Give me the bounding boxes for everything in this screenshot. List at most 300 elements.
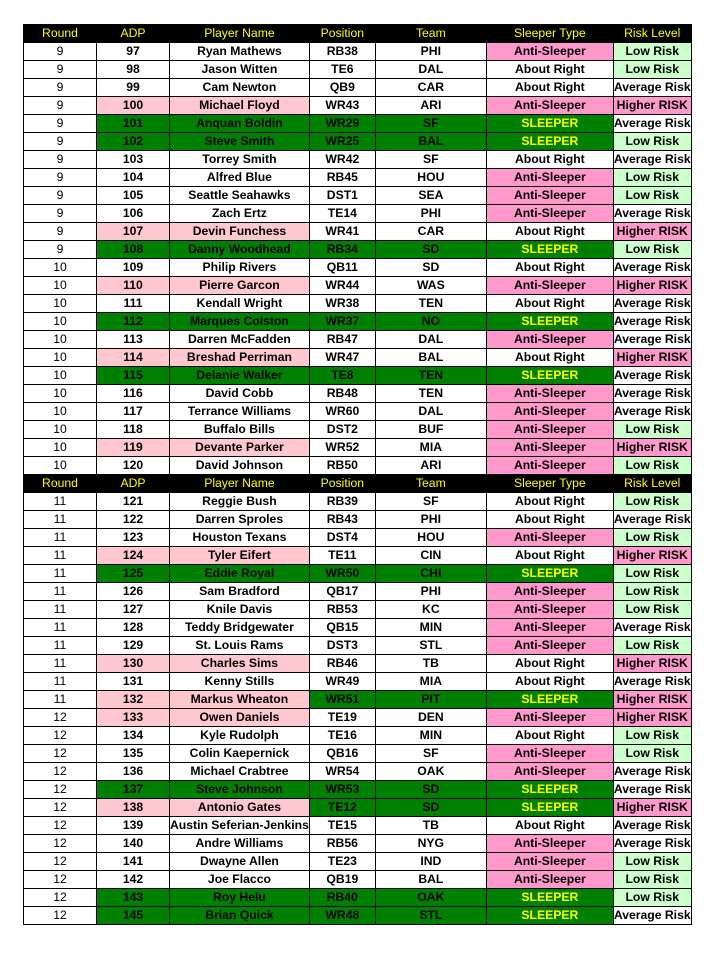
sleeper-type-cell: Anti-Sleeper (486, 403, 613, 421)
round-cell: 12 (24, 709, 97, 727)
adp-cell: 123 (97, 529, 170, 547)
round-cell: 12 (24, 763, 97, 781)
round-cell: 12 (24, 853, 97, 871)
table-row (24, 349, 692, 367)
team-cell: OAK (375, 763, 486, 781)
team-cell: MIA (375, 439, 486, 457)
risk-level-cell: Higher RISK (613, 709, 691, 727)
table-row (24, 763, 692, 781)
risk-level-cell: Average Risk (613, 403, 691, 421)
adp-cell: 142 (97, 871, 170, 889)
risk-level-cell: Low Risk (613, 745, 691, 763)
sleeper-type-cell: Anti-Sleeper (486, 529, 613, 547)
round-cell: 12 (24, 781, 97, 799)
sleeper-type-cell: SLEEPER (486, 889, 613, 907)
table-row (24, 169, 692, 187)
risk-level-cell: Low Risk (613, 169, 691, 187)
risk-level-cell: Higher RISK (613, 349, 691, 367)
sleeper-type-cell: SLEEPER (486, 691, 613, 709)
player-name-cell: Steve Smith (170, 133, 310, 151)
table-row (24, 295, 692, 313)
position-cell: TE15 (309, 817, 375, 835)
risk-level-cell: Low Risk (613, 457, 691, 475)
round-cell: 11 (24, 529, 97, 547)
sleeper-type-cell: Anti-Sleeper (486, 97, 613, 115)
position-cell: WR37 (309, 313, 375, 331)
adp-cell: 138 (97, 799, 170, 817)
header-sleeper-type: Sleeper Type (486, 25, 613, 43)
team-cell: PHI (375, 205, 486, 223)
team-cell: BAL (375, 133, 486, 151)
player-name-cell: Eddie Royal (170, 565, 310, 583)
risk-level-cell: Average Risk (613, 295, 691, 313)
round-cell: 11 (24, 547, 97, 565)
adp-cell: 114 (97, 349, 170, 367)
round-cell: 11 (24, 601, 97, 619)
sleeper-type-cell: SLEEPER (486, 367, 613, 385)
risk-level-cell: Higher RISK (613, 277, 691, 295)
sleeper-type-cell: About Right (486, 223, 613, 241)
adp-cell: 115 (97, 367, 170, 385)
player-name-cell: Breshad Perriman (170, 349, 310, 367)
risk-level-cell: Higher RISK (613, 223, 691, 241)
player-name-cell: Pierre Garcon (170, 277, 310, 295)
risk-level-cell: Low Risk (613, 853, 691, 871)
table-row (24, 43, 692, 61)
sleeper-type-cell: Anti-Sleeper (486, 835, 613, 853)
team-cell: DAL (375, 61, 486, 79)
risk-level-cell: Low Risk (613, 601, 691, 619)
adp-cell: 136 (97, 763, 170, 781)
player-name-cell: Brian Quick (170, 907, 310, 925)
sleeper-type-cell: SLEEPER (486, 799, 613, 817)
risk-level-cell: Low Risk (613, 871, 691, 889)
position-cell: WR53 (309, 781, 375, 799)
adp-cell: 107 (97, 223, 170, 241)
team-cell: TEN (375, 385, 486, 403)
table-row (24, 601, 692, 619)
sleeper-type-cell: Anti-Sleeper (486, 619, 613, 637)
sleeper-type-cell: Anti-Sleeper (486, 853, 613, 871)
player-name-cell: David Cobb (170, 385, 310, 403)
round-cell: 11 (24, 637, 97, 655)
team-cell: SD (375, 259, 486, 277)
round-cell: 10 (24, 421, 97, 439)
adp-cell: 104 (97, 169, 170, 187)
team-cell: ARI (375, 97, 486, 115)
header-position: Position (309, 25, 375, 43)
player-name-cell: Marques Colston (170, 313, 310, 331)
player-name-cell: Devin Funchess (170, 223, 310, 241)
adp-cell: 103 (97, 151, 170, 169)
table-row (24, 907, 692, 925)
team-cell: BAL (375, 349, 486, 367)
risk-level-cell: Average Risk (613, 817, 691, 835)
position-cell: DST4 (309, 529, 375, 547)
player-name-cell: Kendall Wright (170, 295, 310, 313)
sleeper-type-cell: About Right (486, 493, 613, 511)
sleeper-type-cell: About Right (486, 349, 613, 367)
team-cell: KC (375, 601, 486, 619)
risk-level-cell: Average Risk (613, 313, 691, 331)
player-name-cell: Philip Rivers (170, 259, 310, 277)
table-row (24, 367, 692, 385)
sleeper-type-cell: Anti-Sleeper (486, 583, 613, 601)
table-row (24, 313, 692, 331)
table-row (24, 79, 692, 97)
position-cell: QB15 (309, 619, 375, 637)
team-cell: BAL (375, 871, 486, 889)
team-cell: SD (375, 799, 486, 817)
adp-cell: 98 (97, 61, 170, 79)
adp-header: ADP (97, 475, 170, 493)
team-cell: SF (375, 115, 486, 133)
table-row (24, 205, 692, 223)
risk-level-cell: Low Risk (613, 241, 691, 259)
adp-cell: 131 (97, 673, 170, 691)
adp-cell: 143 (97, 889, 170, 907)
table-row (24, 457, 692, 475)
sleeper-type-cell: About Right (486, 295, 613, 313)
round-cell: 9 (24, 115, 97, 133)
header-risk-level: Risk Level (613, 25, 691, 43)
table-row (24, 673, 692, 691)
position-cell: RB50 (309, 457, 375, 475)
round-cell: 11 (24, 511, 97, 529)
position-cell: RB56 (309, 835, 375, 853)
adp-cell: 132 (97, 691, 170, 709)
table-row (24, 259, 692, 277)
table-row (24, 727, 692, 745)
adp-cell: 97 (97, 43, 170, 61)
adp-cell: 140 (97, 835, 170, 853)
sleeper-type-cell: SLEEPER (486, 781, 613, 799)
position-cell: DST2 (309, 421, 375, 439)
risk-level-cell: Low Risk (613, 421, 691, 439)
adp-cell: 102 (97, 133, 170, 151)
position-cell: RB48 (309, 385, 375, 403)
sleeper-type-cell: Anti-Sleeper (486, 439, 613, 457)
table-row (24, 853, 692, 871)
risk-level-cell: Low Risk (613, 61, 691, 79)
risk-level-cell: Average Risk (613, 673, 691, 691)
risk-level-cell: Low Risk (613, 133, 691, 151)
risk-level-cell: Higher RISK (613, 547, 691, 565)
position-cell: RB43 (309, 511, 375, 529)
adp-cell: 99 (97, 79, 170, 97)
round-cell: 10 (24, 349, 97, 367)
player-name-cell: Tyler Eifert (170, 547, 310, 565)
player-name-cell: Colin Kaepernick (170, 745, 310, 763)
position-cell: WR48 (309, 907, 375, 925)
table-row (24, 385, 692, 403)
adp-cell: 129 (97, 637, 170, 655)
table-row (24, 529, 692, 547)
position-cell: TE23 (309, 853, 375, 871)
team-header: Team (375, 475, 486, 493)
adp-cell: 139 (97, 817, 170, 835)
table-row (24, 817, 692, 835)
table-row (24, 403, 692, 421)
sleeper-type-cell: SLEEPER (486, 241, 613, 259)
table-row (24, 691, 692, 709)
player-name-cell: Kenny Stills (170, 673, 310, 691)
adp-cell: 108 (97, 241, 170, 259)
position-cell: RB45 (309, 169, 375, 187)
risk-level-cell: Average Risk (613, 115, 691, 133)
risk-level-cell: Low Risk (613, 529, 691, 547)
adp-cell: 119 (97, 439, 170, 457)
player-name-cell: David Johnson (170, 457, 310, 475)
header-row (24, 475, 692, 493)
player-name-cell: Darren McFadden (170, 331, 310, 349)
player-name-cell: Jason Witten (170, 61, 310, 79)
risk-level-cell: Average Risk (613, 763, 691, 781)
position-cell: WR42 (309, 151, 375, 169)
team-cell: CAR (375, 223, 486, 241)
round-cell: 9 (24, 241, 97, 259)
player-name-cell: Knile Davis (170, 601, 310, 619)
player-name-cell: Roy Helu (170, 889, 310, 907)
round-cell: 9 (24, 187, 97, 205)
position-cell: RB39 (309, 493, 375, 511)
sleeper-type-cell: Anti-Sleeper (486, 457, 613, 475)
team-cell: DEN (375, 709, 486, 727)
position-cell: WR41 (309, 223, 375, 241)
round-cell: 9 (24, 79, 97, 97)
risk-level-cell: Low Risk (613, 493, 691, 511)
sleeper-type-cell: About Right (486, 727, 613, 745)
position-cell: QB19 (309, 871, 375, 889)
player-name-cell: Steve Johnson (170, 781, 310, 799)
round-cell: 12 (24, 799, 97, 817)
round-cell: 9 (24, 97, 97, 115)
position-cell: QB17 (309, 583, 375, 601)
risk-level-cell: Average Risk (613, 511, 691, 529)
player-name-cell: Delanie Walker (170, 367, 310, 385)
player-name-cell: Zach Ertz (170, 205, 310, 223)
round-cell: 11 (24, 583, 97, 601)
adp-cell: 110 (97, 277, 170, 295)
team-cell: CHI (375, 565, 486, 583)
team-cell: DAL (375, 403, 486, 421)
player-name-cell: Ryan Mathews (170, 43, 310, 61)
position-cell: WR54 (309, 763, 375, 781)
adp-cell: 125 (97, 565, 170, 583)
table-row (24, 331, 692, 349)
player-name-cell: Cam Newton (170, 79, 310, 97)
round-cell: 9 (24, 169, 97, 187)
risk-level-cell: Average Risk (613, 907, 691, 925)
position-cell: WR51 (309, 691, 375, 709)
table-row (24, 709, 692, 727)
team-cell: SEA (375, 187, 486, 205)
risk-level-cell: Average Risk (613, 79, 691, 97)
sleeper-type-cell: SLEEPER (486, 907, 613, 925)
team-cell: PIT (375, 691, 486, 709)
round-cell: 12 (24, 745, 97, 763)
header-team: Team (375, 25, 486, 43)
table-row (24, 241, 692, 259)
table-row (24, 637, 692, 655)
risk-level-cell: Higher RISK (613, 97, 691, 115)
adp-cell: 141 (97, 853, 170, 871)
team-cell: SF (375, 493, 486, 511)
sleeper-type-cell: About Right (486, 511, 613, 529)
sleeper-type-cell: About Right (486, 655, 613, 673)
round-header: Round (24, 475, 97, 493)
risk-level-cell: Average Risk (613, 781, 691, 799)
player-name-cell: Anquan Boldin (170, 115, 310, 133)
adp-cell: 126 (97, 583, 170, 601)
round-cell: 10 (24, 295, 97, 313)
adp-cell: 135 (97, 745, 170, 763)
round-cell: 10 (24, 457, 97, 475)
team-cell: TEN (375, 367, 486, 385)
player-name-cell: Dwayne Allen (170, 853, 310, 871)
position-cell: WR52 (309, 439, 375, 457)
sleeper-type-cell: Anti-Sleeper (486, 763, 613, 781)
adp-cell: 127 (97, 601, 170, 619)
team-cell: IND (375, 853, 486, 871)
sleeper-type-cell: Anti-Sleeper (486, 169, 613, 187)
position-cell: WR38 (309, 295, 375, 313)
player-name-cell: Andre Williams (170, 835, 310, 853)
sleeper-type-cell: About Right (486, 61, 613, 79)
team-cell: PHI (375, 511, 486, 529)
team-cell: MIN (375, 727, 486, 745)
round-cell: 11 (24, 493, 97, 511)
position-cell: TE14 (309, 205, 375, 223)
position-cell: RB34 (309, 241, 375, 259)
risk-level-cell: Average Risk (613, 331, 691, 349)
header-round: Round (24, 25, 97, 43)
player-name-cell: Houston Texans (170, 529, 310, 547)
player-name-cell: Terrance Williams (170, 403, 310, 421)
risk-level-cell: Higher RISK (613, 799, 691, 817)
position-cell: TE19 (309, 709, 375, 727)
adp-cell: 137 (97, 781, 170, 799)
player-name-cell: Markus Wheaton (170, 691, 310, 709)
player-name-cell: Seattle Seahawks (170, 187, 310, 205)
player-name-cell: Danny Woodhead (170, 241, 310, 259)
risk-level-cell: Low Risk (613, 889, 691, 907)
sleeper-type-cell: SLEEPER (486, 133, 613, 151)
table-row (24, 133, 692, 151)
table-row (24, 187, 692, 205)
table-row (24, 421, 692, 439)
risk-level-cell: Average Risk (613, 385, 691, 403)
round-cell: 12 (24, 835, 97, 853)
adp-cell: 120 (97, 457, 170, 475)
player-name-cell: Torrey Smith (170, 151, 310, 169)
adp-cell: 128 (97, 619, 170, 637)
risk-level-cell: Average Risk (613, 151, 691, 169)
sleeper-type-cell: Anti-Sleeper (486, 187, 613, 205)
round-cell: 10 (24, 259, 97, 277)
position-cell: QB16 (309, 745, 375, 763)
table-row (24, 889, 692, 907)
team-cell: CAR (375, 79, 486, 97)
player-name-cell: Reggie Bush (170, 493, 310, 511)
sleeper-type-cell: Anti-Sleeper (486, 385, 613, 403)
team-cell: SD (375, 781, 486, 799)
header-player-name: Player Name (170, 25, 310, 43)
adp-cell: 121 (97, 493, 170, 511)
sleeper-type-cell: Anti-Sleeper (486, 745, 613, 763)
round-cell: 12 (24, 727, 97, 745)
sleeper-type-cell: SLEEPER (486, 565, 613, 583)
risk-level-cell: Higher RISK (613, 655, 691, 673)
team-cell: STL (375, 907, 486, 925)
round-cell: 10 (24, 313, 97, 331)
sleeper-type-cell: Anti-Sleeper (486, 43, 613, 61)
position-cell: RB40 (309, 889, 375, 907)
player-name-cell: Alfred Blue (170, 169, 310, 187)
position-cell: QB11 (309, 259, 375, 277)
table-row (24, 493, 692, 511)
sleeper-type-cell: Anti-Sleeper (486, 709, 613, 727)
team-cell: STL (375, 637, 486, 655)
sleeper-type-cell: About Right (486, 79, 613, 97)
round-cell: 10 (24, 385, 97, 403)
player-name-header: Player Name (170, 475, 310, 493)
player-name-cell: Michael Floyd (170, 97, 310, 115)
player-name-cell: Buffalo Bills (170, 421, 310, 439)
adp-cell: 124 (97, 547, 170, 565)
risk-level-cell: Low Risk (613, 727, 691, 745)
table-row (24, 115, 692, 133)
table-row (24, 871, 692, 889)
risk-level-cell: Average Risk (613, 619, 691, 637)
adp-cell: 106 (97, 205, 170, 223)
table-row (24, 439, 692, 457)
round-cell: 11 (24, 691, 97, 709)
table-row (24, 799, 692, 817)
round-cell: 9 (24, 151, 97, 169)
risk-level-cell: Low Risk (613, 583, 691, 601)
risk-level-cell: Low Risk (613, 565, 691, 583)
round-cell: 9 (24, 43, 97, 61)
player-name-cell: Antonio Gates (170, 799, 310, 817)
table-row (24, 223, 692, 241)
team-cell: DAL (375, 331, 486, 349)
sleeper-type-cell: About Right (486, 547, 613, 565)
risk-level-cell: Low Risk (613, 43, 691, 61)
round-cell: 12 (24, 907, 97, 925)
team-cell: PHI (375, 43, 486, 61)
position-cell: WR43 (309, 97, 375, 115)
adp-cell: 105 (97, 187, 170, 205)
team-cell: OAK (375, 889, 486, 907)
round-cell: 10 (24, 277, 97, 295)
header-adp: ADP (97, 25, 170, 43)
position-cell: RB46 (309, 655, 375, 673)
risk-level-header: Risk Level (613, 475, 691, 493)
position-cell: TE12 (309, 799, 375, 817)
adp-cell: 130 (97, 655, 170, 673)
adp-cell: 113 (97, 331, 170, 349)
team-cell: PHI (375, 583, 486, 601)
table-row (24, 151, 692, 169)
team-cell: SF (375, 151, 486, 169)
position-cell: WR49 (309, 673, 375, 691)
round-cell: 10 (24, 367, 97, 385)
position-cell: TE16 (309, 727, 375, 745)
round-cell: 11 (24, 655, 97, 673)
risk-level-cell: Low Risk (613, 637, 691, 655)
player-name-cell: Michael Crabtree (170, 763, 310, 781)
